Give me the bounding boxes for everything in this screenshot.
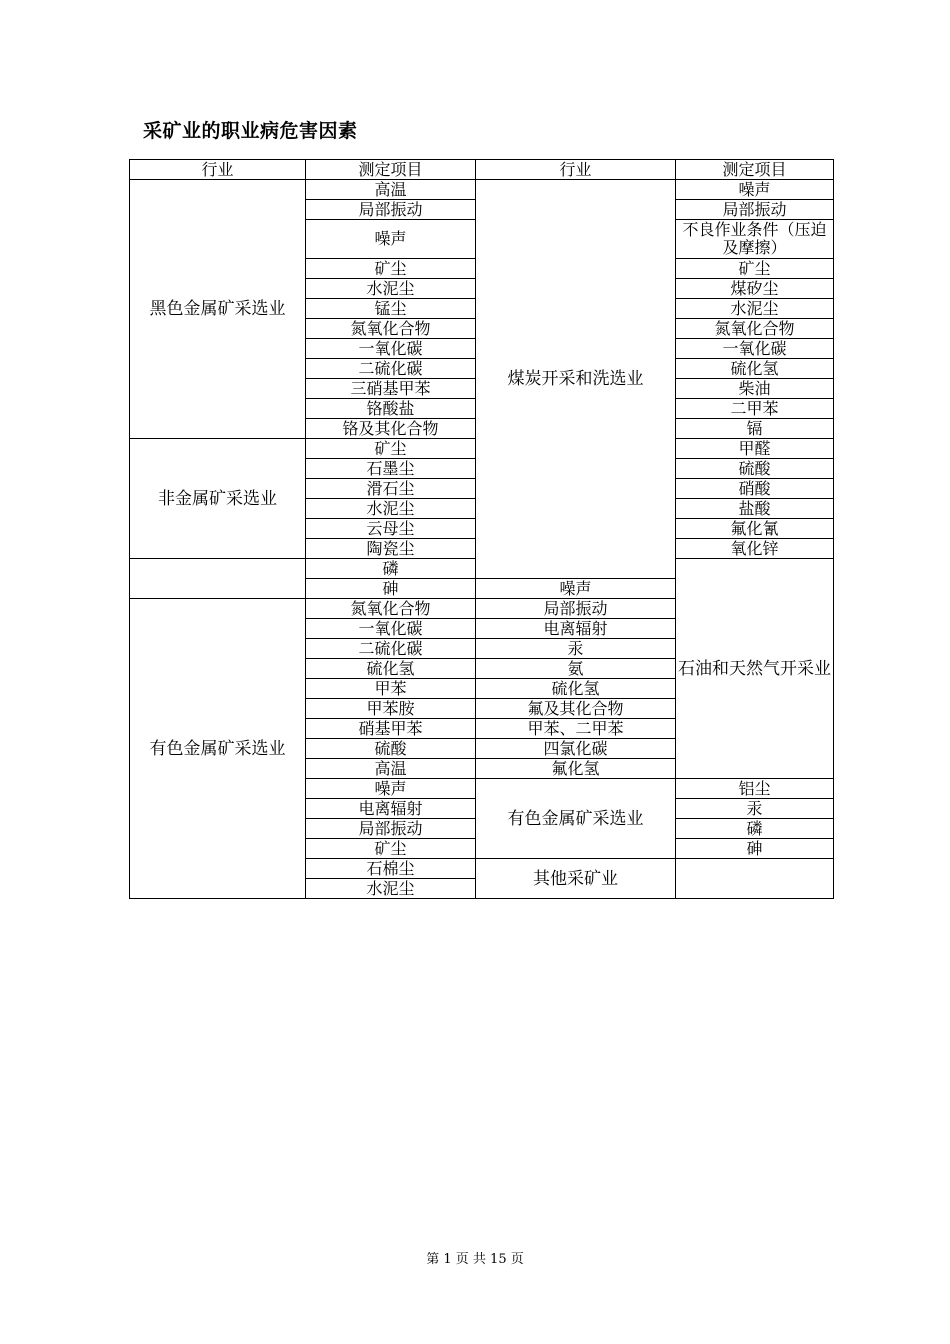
item-cell: 水泥尘: [306, 279, 476, 299]
item-cell: 水泥尘: [676, 299, 834, 319]
item-cell: 石墨尘: [306, 459, 476, 479]
item-cell: 磷: [306, 559, 476, 579]
item-cell: 盐酸: [676, 499, 834, 519]
item-cell: 硝酸: [676, 479, 834, 499]
item-cell: 氮氧化合物: [306, 319, 476, 339]
industry-cell: 石油和天然气开采业: [676, 559, 834, 779]
page-title: 采矿业的职业病危害因素: [143, 120, 358, 142]
item-cell: 镉: [676, 419, 834, 439]
item-cell: 铝尘: [676, 779, 834, 799]
item-cell: 陶瓷尘: [306, 539, 476, 559]
item-cell: 硫酸: [676, 459, 834, 479]
item-cell: [676, 859, 834, 899]
item-cell: 氟化氰: [676, 519, 834, 539]
item-cell: 电离辐射: [306, 799, 476, 819]
item-cell: 砷: [306, 579, 476, 599]
item-cell: 煤矽尘: [676, 279, 834, 299]
item-cell: 矿尘: [306, 839, 476, 859]
item-cell: 不良作业条件（压迫及摩擦）: [676, 220, 834, 259]
table-header-row: [130, 160, 834, 180]
item-cell: 矿尘: [676, 259, 834, 279]
item-cell: 硝基甲苯: [306, 719, 476, 739]
item-cell: 氮氧化合物: [306, 599, 476, 619]
page-footer: 第 1 页 共 15 页: [426, 1252, 524, 1267]
item-cell: 砷: [676, 839, 834, 859]
table-row: [130, 180, 834, 200]
item-cell: 甲苯、二甲苯: [476, 719, 676, 739]
item-cell: 铬及其化合物: [306, 419, 476, 439]
industry-cell: 非金属矿采选业: [130, 439, 306, 559]
item-cell: 氟化氢: [476, 759, 676, 779]
hazard-table: [129, 159, 834, 899]
header-item: 测定项目: [306, 160, 476, 180]
item-cell: 水泥尘: [306, 879, 476, 899]
item-cell: 二甲苯: [676, 399, 834, 419]
item-cell: 云母尘: [306, 519, 476, 539]
item-cell: 氨: [476, 659, 676, 679]
item-cell: 一氧化碳: [676, 339, 834, 359]
item-cell: 高温: [306, 180, 476, 200]
item-cell: 二硫化碳: [306, 359, 476, 379]
item-cell: 甲苯: [306, 679, 476, 699]
header-industry: 行业: [130, 160, 306, 180]
industry-cell: 煤炭开采和洗选业: [476, 180, 676, 579]
item-cell: 锰尘: [306, 299, 476, 319]
item-cell: 汞: [676, 799, 834, 819]
item-cell: 高温: [306, 759, 476, 779]
industry-cell: 有色金属矿采选业: [130, 599, 306, 899]
item-cell: 二硫化碳: [306, 639, 476, 659]
item-cell: 噪声: [306, 779, 476, 799]
item-cell: 硫酸: [306, 739, 476, 759]
item-cell: 一氧化碳: [306, 339, 476, 359]
item-cell: 氮氧化合物: [676, 319, 834, 339]
industry-cell: 黑色金属矿采选业: [130, 180, 306, 439]
item-cell: 甲醛: [676, 439, 834, 459]
item-cell: 石棉尘: [306, 859, 476, 879]
industry-cell: 有色金属矿采选业: [476, 779, 676, 859]
item-cell: 水泥尘: [306, 499, 476, 519]
header-industry: 行业: [476, 160, 676, 180]
item-cell: 柴油: [676, 379, 834, 399]
item-cell: 局部振动: [676, 200, 834, 220]
item-cell: 矿尘: [306, 259, 476, 279]
industry-cell: 其他采矿业: [476, 859, 676, 899]
item-cell: 三硝基甲苯: [306, 379, 476, 399]
item-cell: 一氧化碳: [306, 619, 476, 639]
item-cell: 局部振动: [476, 599, 676, 619]
item-cell: 噪声: [306, 220, 476, 259]
item-cell: 磷: [676, 819, 834, 839]
item-cell: 氟及其化合物: [476, 699, 676, 719]
item-cell: 汞: [476, 639, 676, 659]
item-cell: 矿尘: [306, 439, 476, 459]
item-cell: 硫化氢: [306, 659, 476, 679]
blank-cell: [130, 559, 306, 599]
item-cell: 噪声: [476, 579, 676, 599]
item-cell: 局部振动: [306, 819, 476, 839]
item-cell: 硫化氢: [476, 679, 676, 699]
item-cell: 铬酸盐: [306, 399, 476, 419]
item-cell: 电离辐射: [476, 619, 676, 639]
item-cell: 局部振动: [306, 200, 476, 220]
item-cell: 四氯化碳: [476, 739, 676, 759]
item-cell: 硫化氢: [676, 359, 834, 379]
item-cell: 滑石尘: [306, 479, 476, 499]
item-cell: 噪声: [676, 180, 834, 200]
header-item: 测定项目: [676, 160, 834, 180]
item-cell: 甲苯胺: [306, 699, 476, 719]
item-cell: 氧化锌: [676, 539, 834, 559]
